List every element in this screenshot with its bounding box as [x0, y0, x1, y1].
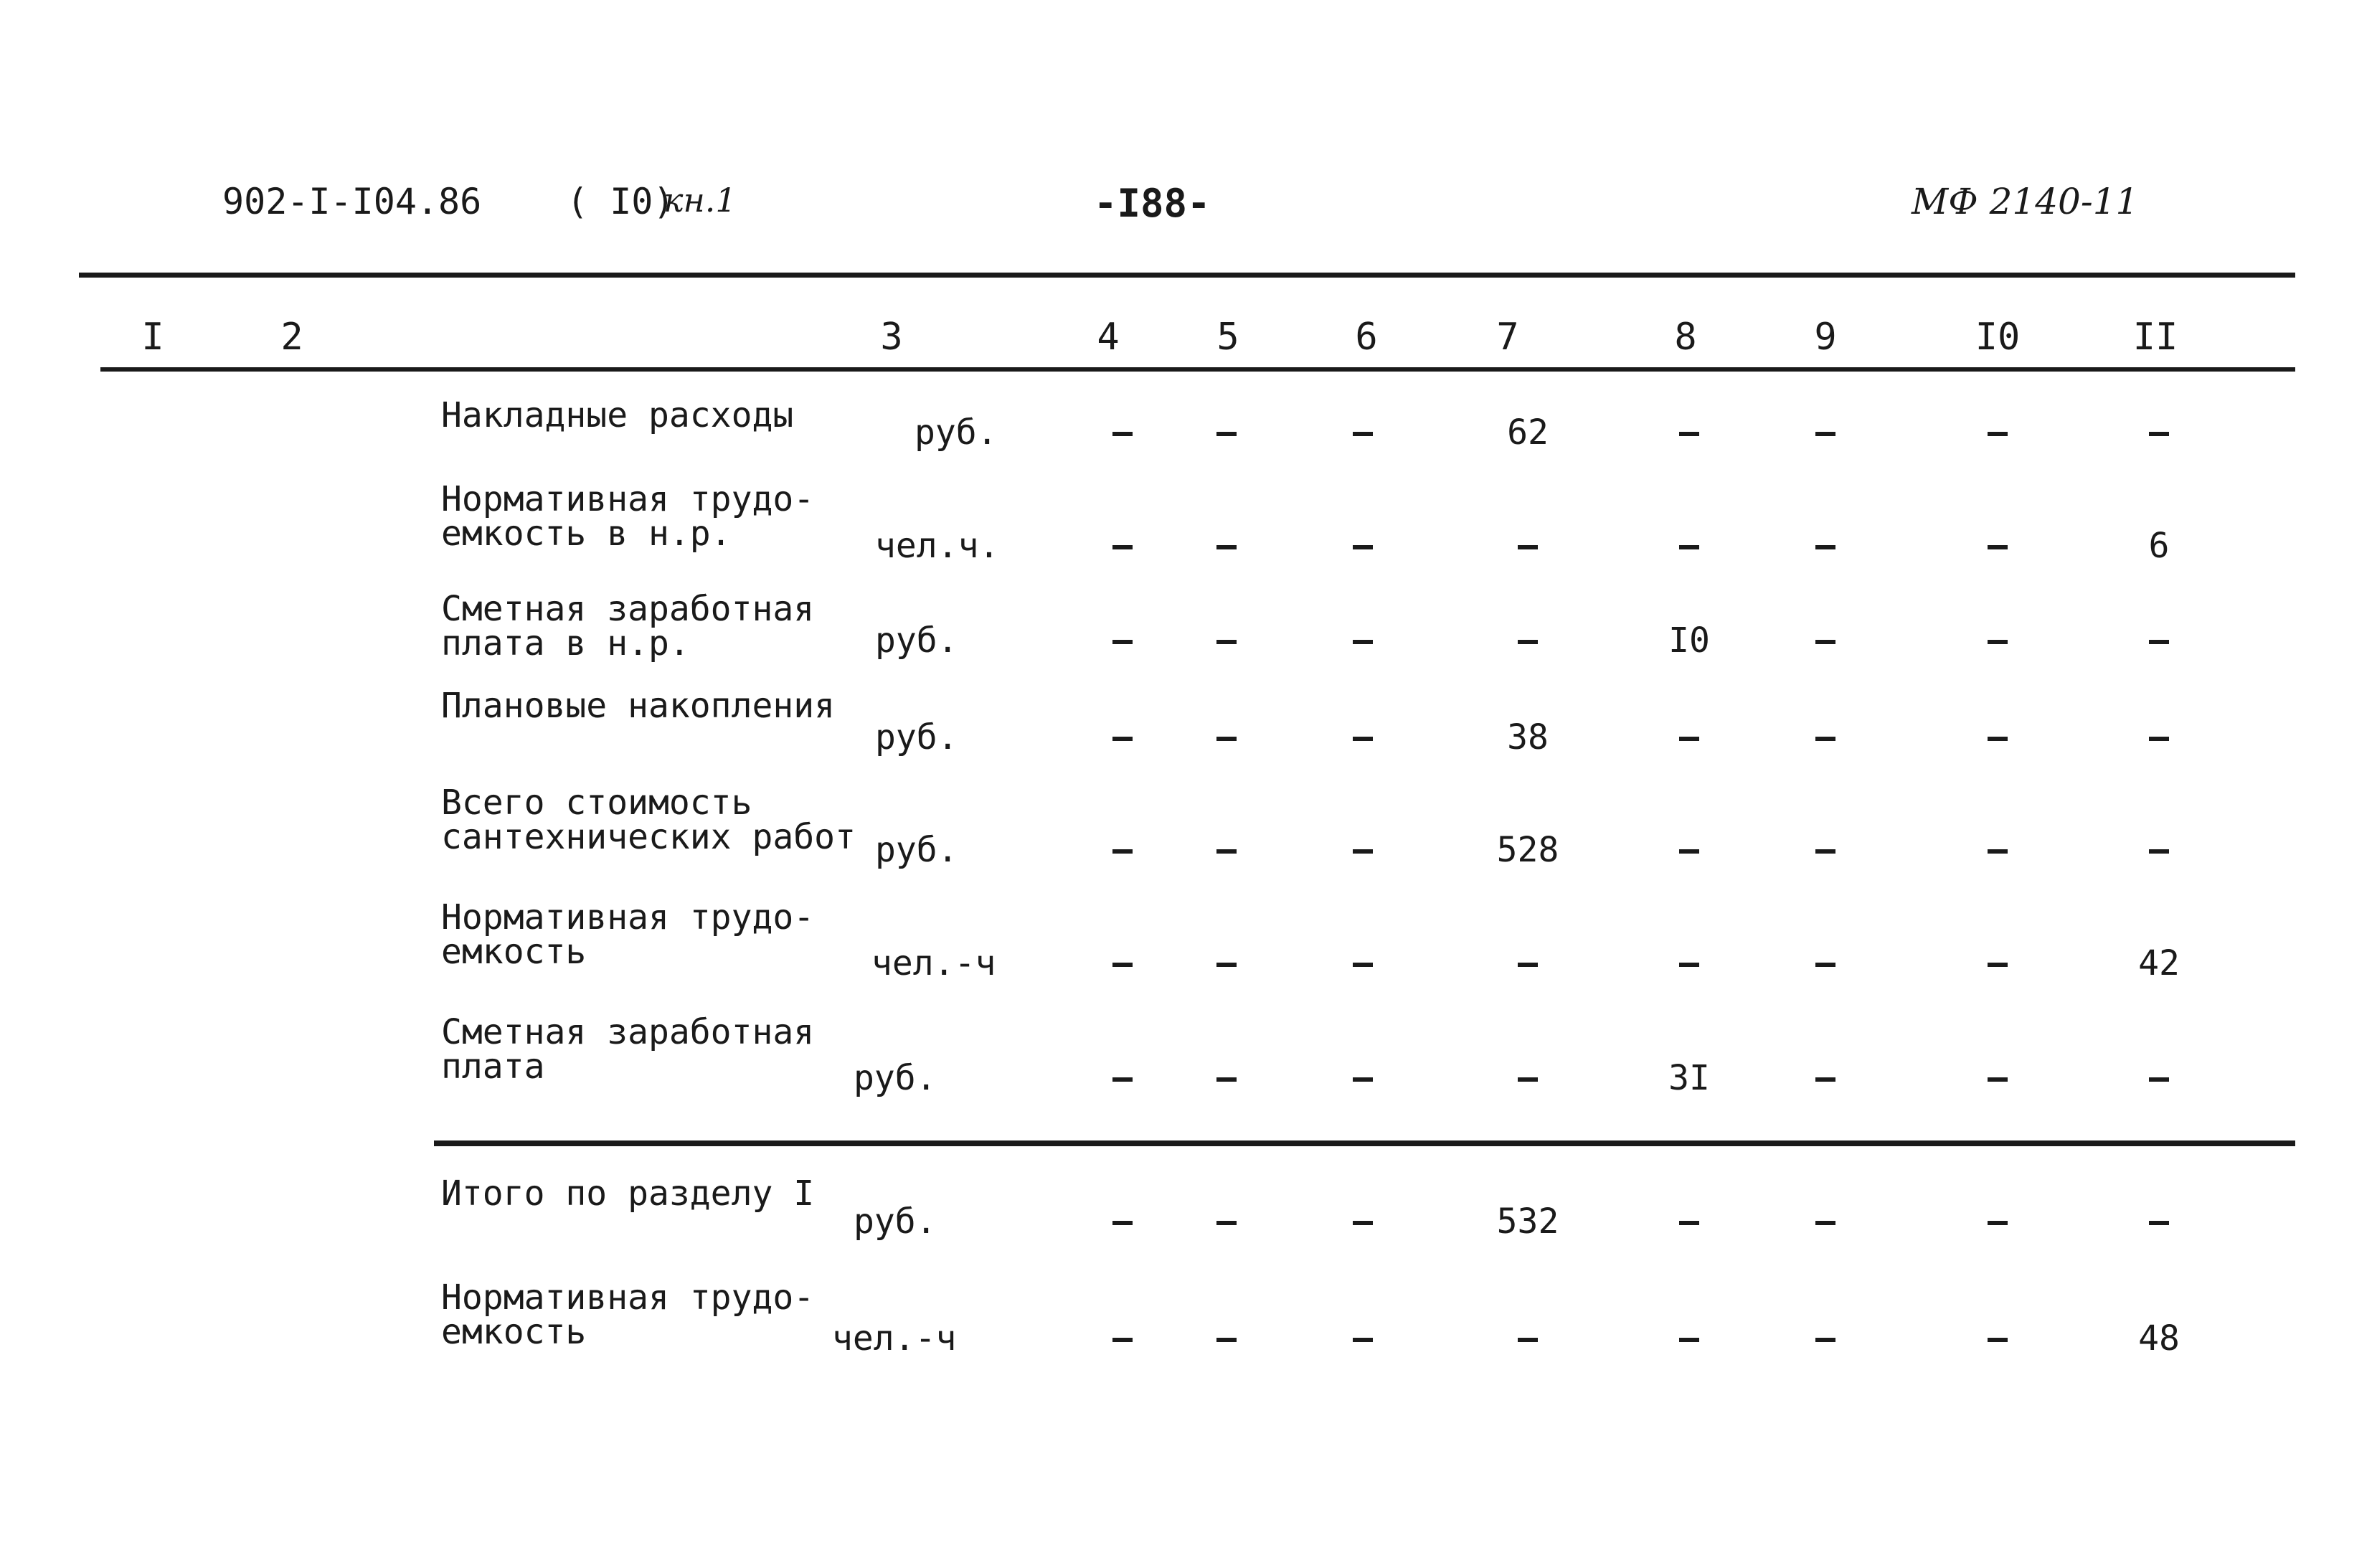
cell-value: 42: [2138, 943, 2180, 983]
empty-cell-dash: [1112, 640, 1133, 644]
empty-cell-dash: [1815, 1077, 1835, 1082]
row-unit: чел.-ч: [871, 943, 996, 983]
empty-cell-dash: [1988, 432, 2008, 436]
archive-code: МФ 2140-11: [1912, 181, 2139, 222]
cell-value: 62: [1507, 412, 1549, 453]
empty-cell-dash: [1518, 545, 1538, 549]
row-label: Всего стоимость: [441, 783, 752, 823]
row-unit: чел.-ч: [832, 1318, 957, 1359]
row-unit: руб.: [875, 620, 958, 661]
empty-cell-dash: [1353, 1077, 1373, 1082]
empty-cell-dash: [2149, 737, 2169, 741]
empty-cell-dash: [1112, 849, 1133, 854]
column-header-rule: [100, 367, 2295, 372]
empty-cell-dash: [1216, 849, 1237, 854]
empty-cell-dash: [1679, 963, 1699, 967]
empty-cell-dash: [1988, 1338, 2008, 1342]
column-number: 3: [880, 316, 903, 359]
row-label: Итого по разделу I: [441, 1173, 815, 1214]
empty-cell-dash: [2149, 1221, 2169, 1225]
empty-cell-dash: [1815, 963, 1835, 967]
empty-cell-dash: [1988, 545, 2008, 549]
empty-cell-dash: [1353, 545, 1373, 549]
column-number: 2: [280, 316, 303, 359]
empty-cell-dash: [1518, 640, 1538, 644]
cell-value: I0: [1668, 620, 1710, 661]
empty-cell-dash: [1353, 737, 1373, 741]
empty-cell-dash: [2149, 1077, 2169, 1082]
cell-value: 48: [2138, 1318, 2180, 1359]
empty-cell-dash: [1988, 640, 2008, 644]
empty-cell-dash: [1353, 1221, 1373, 1225]
empty-cell-dash: [1216, 432, 1237, 436]
column-number: 9: [1814, 316, 1837, 359]
empty-cell-dash: [1988, 1077, 2008, 1082]
row-label: Нормативная трудо-: [441, 1277, 815, 1318]
empty-cell-dash: [1112, 1338, 1133, 1342]
document-code: 902-I-I04.86: [222, 181, 482, 222]
row-label: Накладные расходы: [441, 395, 794, 435]
empty-cell-dash: [1988, 737, 2008, 741]
row-label: сантехнических работ: [441, 817, 856, 857]
empty-cell-dash: [1112, 432, 1133, 436]
row-unit: чел.ч.: [875, 526, 1000, 566]
empty-cell-dash: [1112, 1077, 1133, 1082]
row-label: плата: [441, 1047, 545, 1087]
empty-cell-dash: [1112, 545, 1133, 549]
empty-cell-dash: [1679, 432, 1699, 436]
empty-cell-dash: [1815, 1338, 1835, 1342]
empty-cell-dash: [1679, 1338, 1699, 1342]
empty-cell-dash: [1353, 963, 1373, 967]
cell-value: 3I: [1668, 1058, 1710, 1098]
empty-cell-dash: [1815, 737, 1835, 741]
column-number: 5: [1216, 316, 1239, 359]
row-label: Сметная заработная: [441, 589, 815, 629]
cell-value: 532: [1496, 1201, 1559, 1242]
cell-value: 528: [1496, 830, 1559, 870]
row-unit: руб.: [875, 830, 958, 870]
row-label: Сметная заработная: [441, 1012, 815, 1052]
empty-cell-dash: [1815, 545, 1835, 549]
empty-cell-dash: [1815, 1221, 1835, 1225]
top-rule: [79, 273, 2295, 278]
empty-cell-dash: [1518, 1338, 1538, 1342]
row-label: Нормативная трудо-: [441, 479, 815, 519]
row-unit: руб.: [854, 1058, 937, 1098]
row-unit: руб.: [875, 717, 958, 757]
empty-cell-dash: [1815, 849, 1835, 854]
empty-cell-dash: [1216, 737, 1237, 741]
row-unit: руб.: [915, 412, 998, 453]
empty-cell-dash: [1353, 640, 1373, 644]
empty-cell-dash: [1112, 737, 1133, 741]
empty-cell-dash: [1216, 640, 1237, 644]
row-unit: руб.: [854, 1201, 937, 1242]
empty-cell-dash: [1216, 1221, 1237, 1225]
empty-cell-dash: [1988, 1221, 2008, 1225]
page-number: -I88-: [1094, 181, 1211, 226]
book-number: кн.1: [663, 181, 737, 219]
empty-cell-dash: [1988, 963, 2008, 967]
empty-cell-dash: [1988, 849, 2008, 854]
row-label: плата в н.р.: [441, 623, 690, 663]
cell-value: 6: [2148, 526, 2170, 566]
empty-cell-dash: [1216, 1338, 1237, 1342]
empty-cell-dash: [1216, 545, 1237, 549]
section-total-rule: [434, 1140, 2295, 1146]
column-number: 7: [1496, 316, 1519, 359]
row-label: Нормативная трудо-: [441, 897, 815, 938]
empty-cell-dash: [1216, 963, 1237, 967]
empty-cell-dash: [1679, 849, 1699, 854]
empty-cell-dash: [1353, 432, 1373, 436]
column-number: I0: [1975, 316, 2021, 359]
section-number: ( I0): [567, 181, 675, 222]
empty-cell-dash: [2149, 640, 2169, 644]
row-label: Плановые накопления: [441, 686, 836, 726]
column-number: 6: [1355, 316, 1378, 359]
empty-cell-dash: [2149, 849, 2169, 854]
empty-cell-dash: [1518, 1077, 1538, 1082]
empty-cell-dash: [1679, 545, 1699, 549]
row-label: емкость: [441, 1312, 587, 1352]
cell-value: 38: [1507, 717, 1549, 757]
empty-cell-dash: [1815, 432, 1835, 436]
row-label: емкость в н.р.: [441, 514, 732, 554]
empty-cell-dash: [1815, 640, 1835, 644]
empty-cell-dash: [1679, 737, 1699, 741]
empty-cell-dash: [1112, 1221, 1133, 1225]
empty-cell-dash: [1353, 1338, 1373, 1342]
empty-cell-dash: [1216, 1077, 1237, 1082]
column-number: II: [2132, 316, 2178, 359]
empty-cell-dash: [2149, 432, 2169, 436]
empty-cell-dash: [1353, 849, 1373, 854]
row-label: емкость: [441, 932, 587, 972]
column-number: 4: [1097, 316, 1120, 359]
column-number: I: [141, 316, 164, 359]
empty-cell-dash: [1518, 963, 1538, 967]
empty-cell-dash: [1679, 1221, 1699, 1225]
column-number: 8: [1674, 316, 1697, 359]
empty-cell-dash: [1112, 963, 1133, 967]
